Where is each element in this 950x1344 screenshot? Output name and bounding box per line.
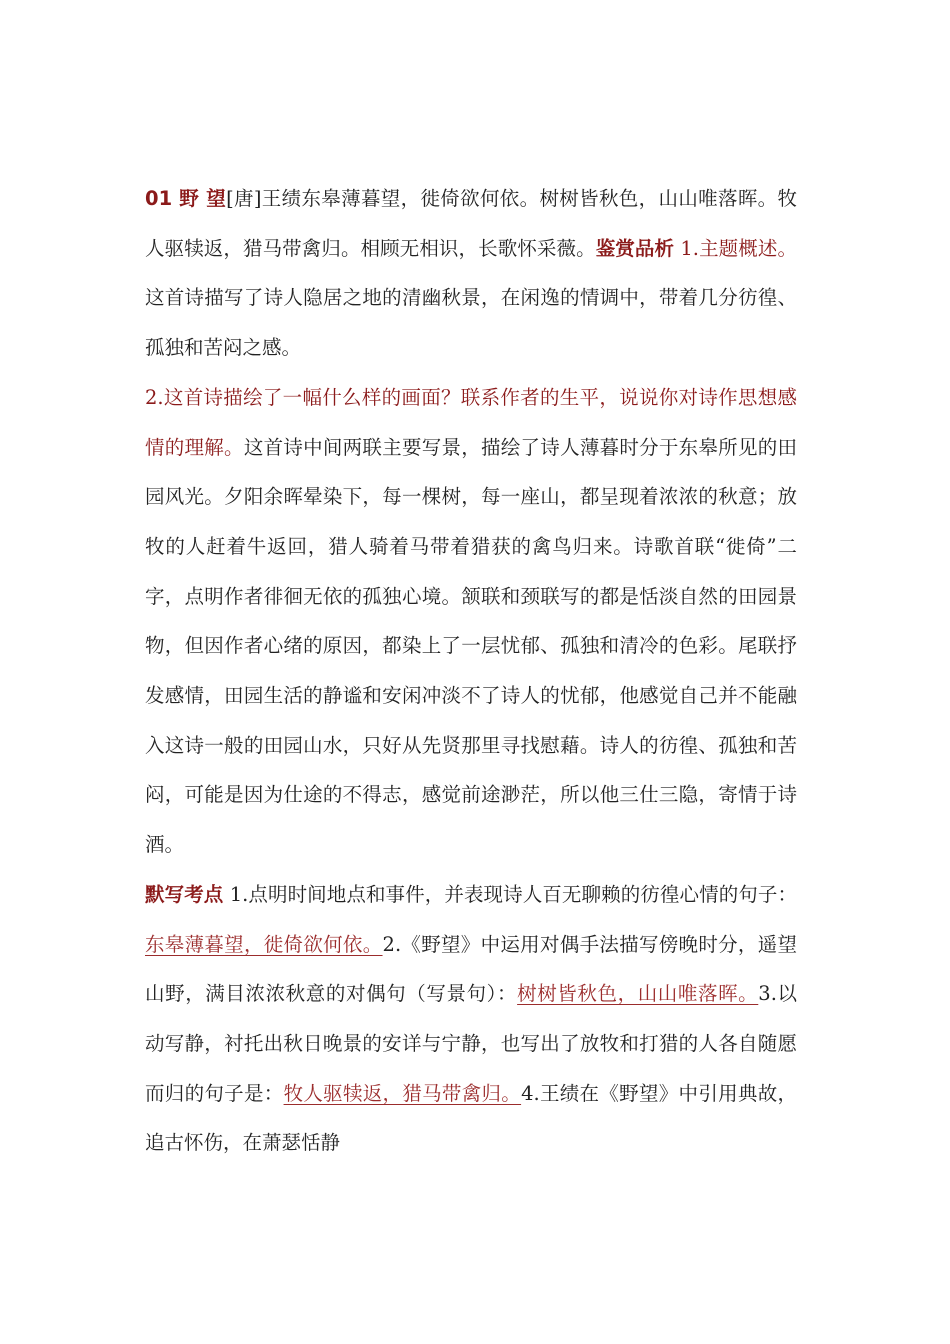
document-body <box>145 174 797 1168</box>
dictation-question-2: 2.《野望》中运用对偶手法描写傍晚时分，遥望山野，满目浓浓秋意的对偶句（写景句）： <box>145 932 797 1006</box>
dictation-answer-3: 牧人驱犊返，猎马带禽归。 <box>283 1081 522 1105</box>
poem-text: 东皋薄暮望，徙倚欲何依。树树皆秋色，山山唯落晖。牧人驱犊返，猎马带禽归。相顾无相识，长歌怀采薇。 <box>145 187 797 260</box>
dictation-answer-1: 东皋薄暮望，徙倚欲何依。 <box>145 932 383 956</box>
question-1-label: 1.主题概述。 <box>680 236 797 260</box>
dynasty-author: [唐]王绩 <box>226 187 302 210</box>
paragraph-dictation <box>145 870 797 1168</box>
dictation-heading: 默写考点 <box>145 882 224 906</box>
question-2: 2.这首诗描绘了一幅什么样的画面？联系作者的生平，说说你对诗作思想感情的理解。 <box>145 385 797 459</box>
dictation-answer-2: 树树皆秋色，山山唯落晖。 <box>517 982 759 1006</box>
poem-title: 01 野 望 <box>145 187 227 210</box>
question-1-text: 这首诗描写了诗人隐居之地的清幽秋景，在闲逸的情调中，带着几分彷徨、孤独和苦闷之感。 <box>145 286 797 360</box>
analysis-heading: 鉴赏品析 <box>595 236 675 260</box>
dictation-question-4: 4.王绩在《野望》中引用典故，追古怀伤，在萧瑟恬静 <box>145 1081 797 1155</box>
paragraph-question-2 <box>145 373 797 870</box>
dictation-question-1: 1.点明时间地点和事件，并表现诗人百无聊赖的彷徨心情的句子： <box>229 882 797 906</box>
dictation-question-3: 3.以动写静，衬托出秋日晚景的安详与宁静，也写出了放牧和打猎的人各自随愿而归的句子是： <box>145 982 797 1105</box>
answer-2: 这首诗中间两联主要写景，描绘了诗人薄暮时分于东皋所见的田园风光。夕阳余晖晕染下，每一棵树，每一座山，都呈现着浓浓的秋意；放牧的人赶着牛返回，猎人骑着马带着猎获的禽鸟归来。诗歌首联“徙倚”二字，点明作者徘徊无依的孤独心境。颔联和颈联写的都是恬淡自然的田园景物，但因作者心绪的原因，都染上了一层忧郁、孤独和清冷的色彩。尾联抒发感情，田园生活的静谧和安闲冲淡不了诗人的忧郁，他感觉自己并不能融入这诗一般的田园山水，只好从先贤那里寻找慰藉。诗人的彷徨、孤独和苦闷，可能是因为仕途的不得志，感觉前途渺茫，所以他三仕三隐，寄情于诗酒。 <box>145 435 797 857</box>
paragraph-poem <box>145 174 797 373</box>
